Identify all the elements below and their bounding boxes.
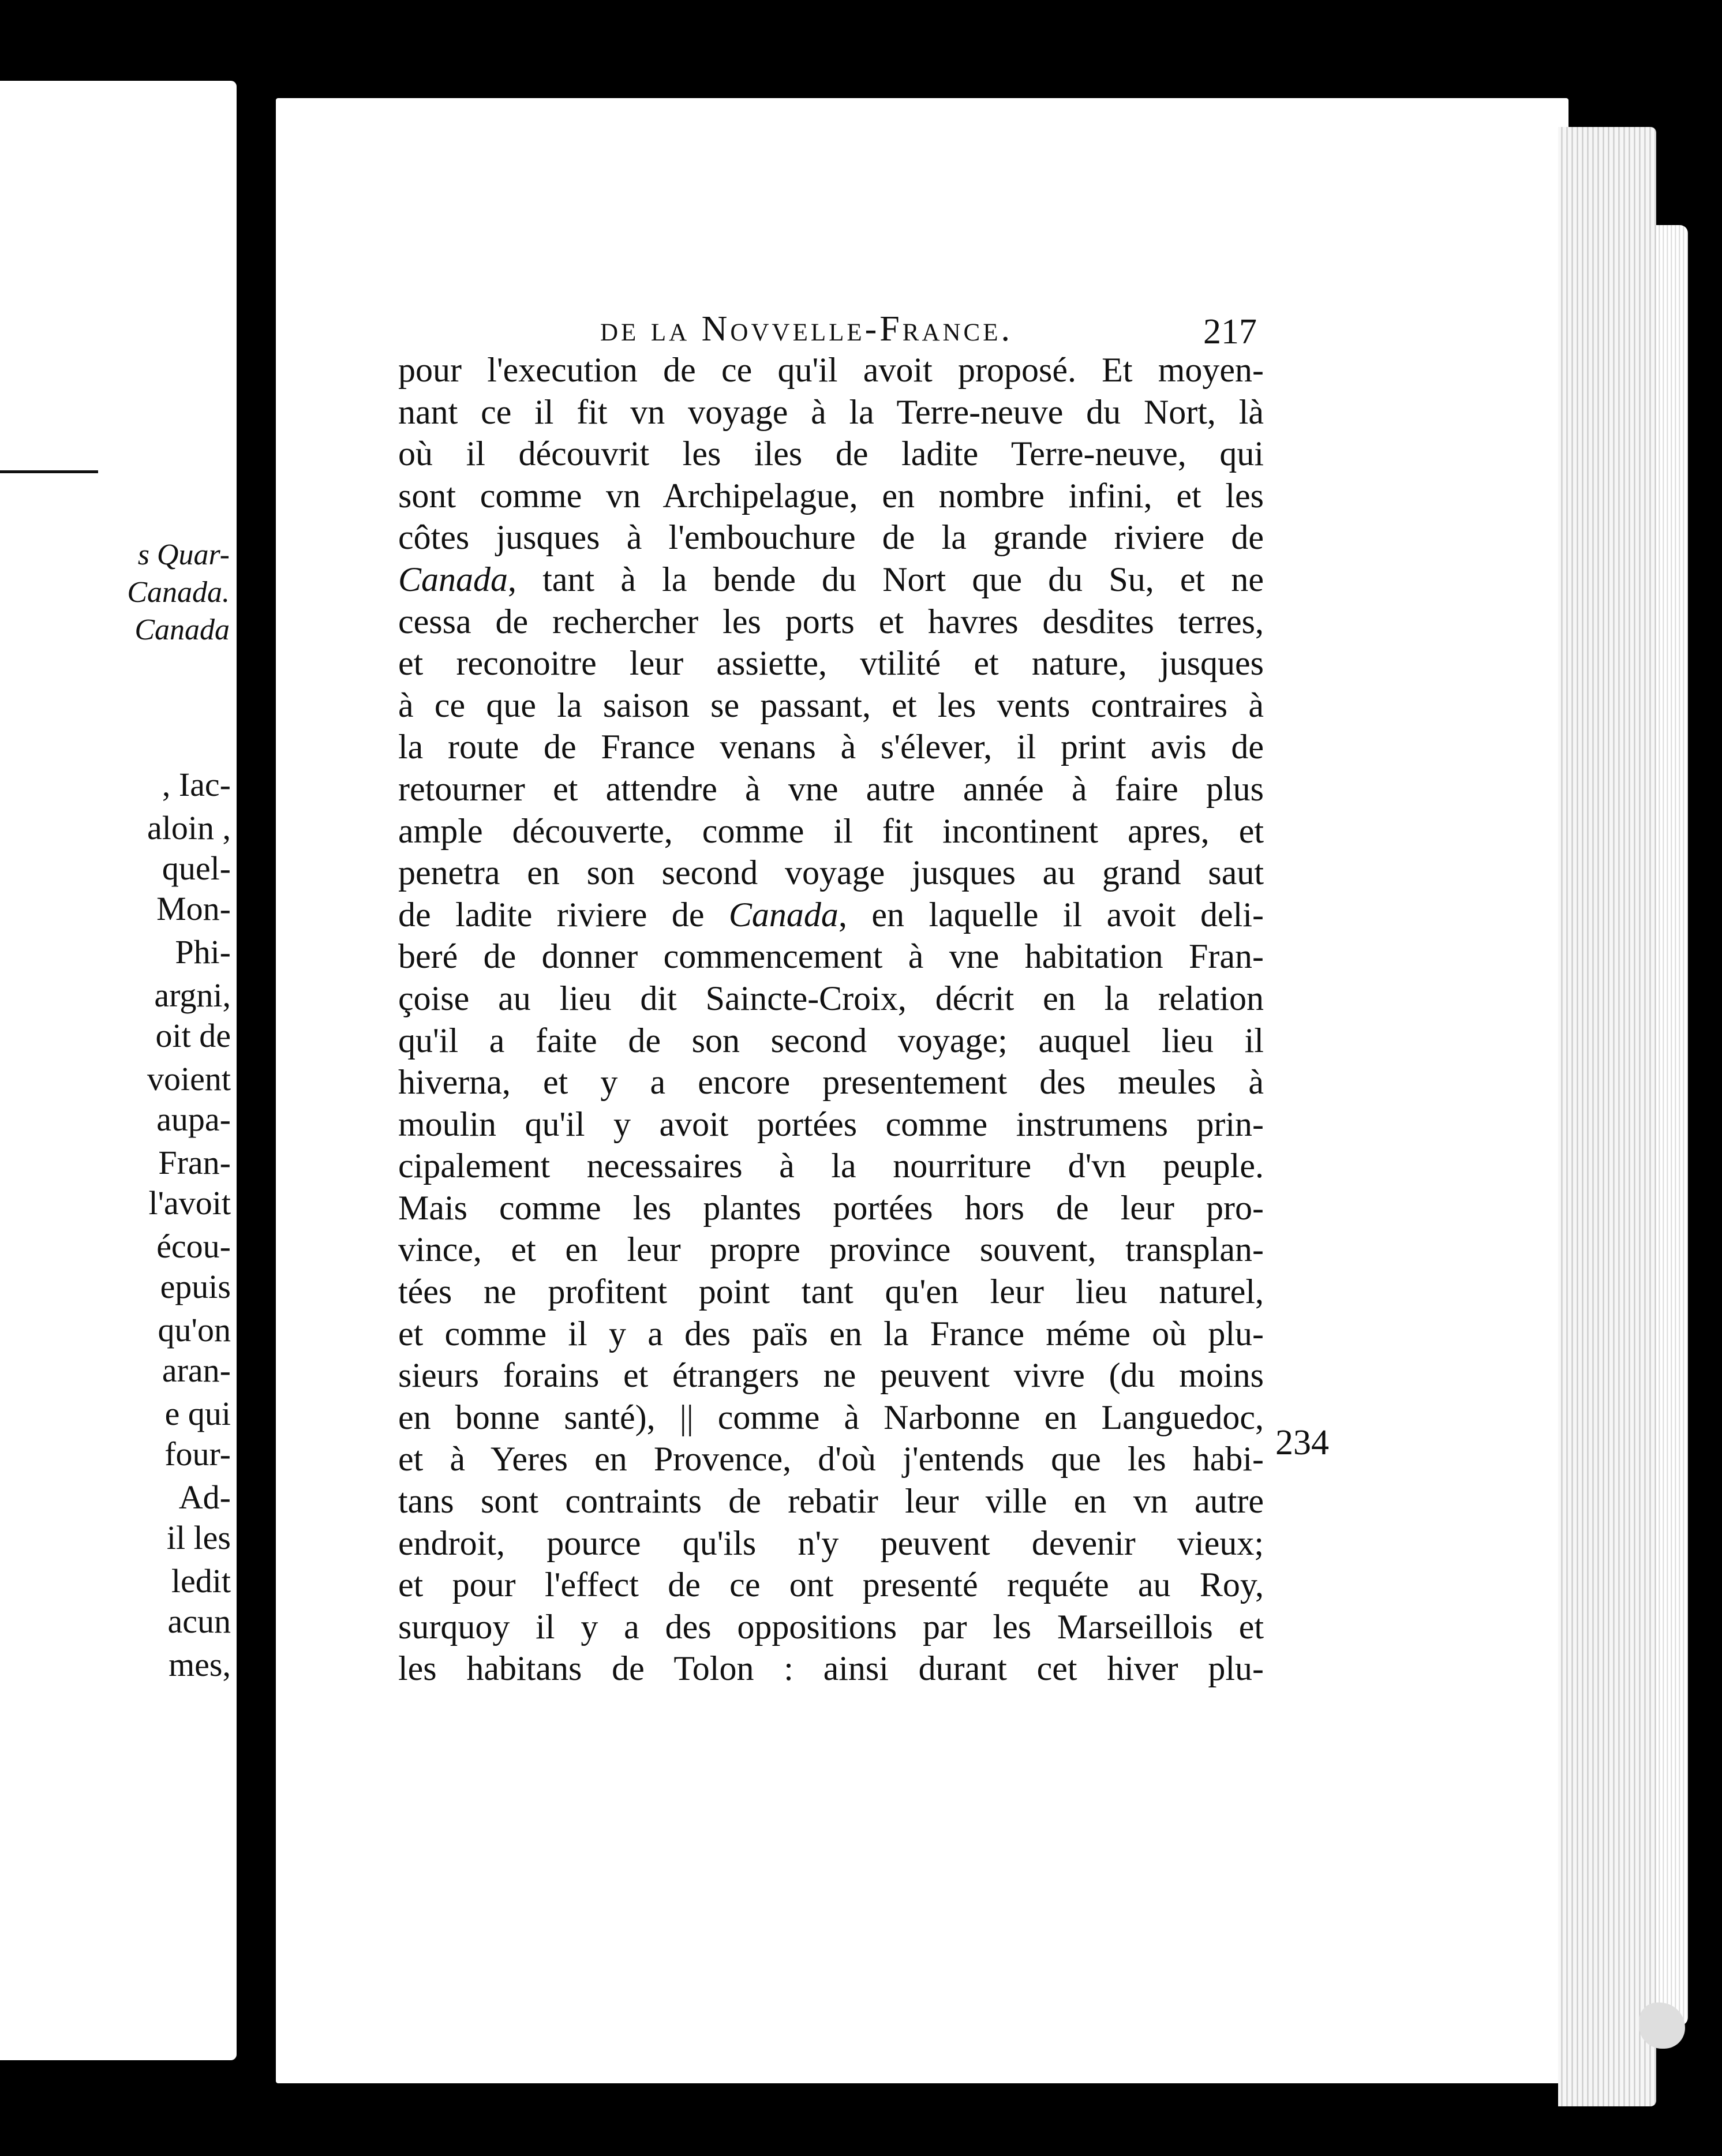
- left-page-line: acun: [167, 1603, 231, 1640]
- body-line: beré de donner commencement à vne habitation Fran-: [398, 937, 1264, 976]
- body-line: les habitans de Tolon : ainsi durant cet hiver plu-: [398, 1649, 1264, 1688]
- running-head: de la Novvelle-France.: [600, 309, 1013, 349]
- body-line: çoise au lieu dit Saincte-Croix, décrit en la relation: [398, 979, 1264, 1017]
- body-line: pour l'execution de ce qu'il avoit proposé. Et moyen-: [398, 351, 1264, 389]
- left-page-line: oit de: [155, 1017, 231, 1054]
- body-line: la route de France venans à s'élever, il print avis de: [398, 728, 1264, 766]
- body-line: Canada, tant à la bende du Nort que du Su, et ne: [398, 560, 1264, 598]
- left-page-line: four-: [164, 1435, 231, 1473]
- body-line: nant ce il fit vn voyage à la Terre-neuve du Nort, là: [398, 392, 1264, 431]
- left-page-line: aran-: [162, 1352, 231, 1389]
- body-line: hiverna, et y a encore presentement des meules à: [398, 1063, 1264, 1102]
- body-line: vince, et en leur propre province souvent, transplan-: [398, 1230, 1264, 1269]
- body-line: et comme il y a des païs en la France méme où plu-: [398, 1314, 1264, 1353]
- book-gutter: [237, 81, 277, 2060]
- left-page-line: epuis: [160, 1268, 231, 1305]
- body-line: qu'il a faite de son second voyage; auquel lieu il: [398, 1021, 1264, 1060]
- body-line: tans sont contraints de rebatir leur ville en vn autre: [398, 1482, 1264, 1521]
- body-line: endroit, pource qu'ils n'y peuvent devenir vieux;: [398, 1524, 1264, 1562]
- body-line: retourner et attendre à vne autre année à faire plus: [398, 769, 1264, 808]
- left-page-line: il les: [166, 1519, 231, 1556]
- page-number: 217: [1203, 312, 1257, 351]
- left-page-line: argni,: [154, 976, 231, 1014]
- body-line: et à Yeres en Provence, d'où j'entends que les habi-: [398, 1440, 1264, 1478]
- left-margin-note-3: Canada: [134, 613, 230, 646]
- left-page-line: Phi-: [175, 933, 231, 971]
- body-line: cipalement necessaires à la nourriture d'vn peuple.: [398, 1147, 1264, 1185]
- left-page-line: mes,: [169, 1646, 231, 1683]
- left-margin-note-1: s Quar-: [137, 538, 230, 571]
- left-page: [0, 81, 237, 2060]
- left-page-line: l'avoit: [148, 1184, 231, 1222]
- left-page-line: écou-: [156, 1227, 231, 1265]
- marginal-page-number: 234: [1275, 1423, 1329, 1462]
- body-line: en bonne santé), || comme à Narbonne en Languedoc,: [398, 1398, 1264, 1436]
- left-page-line: voient: [147, 1060, 231, 1098]
- body-line: tées ne profitent point tant qu'en leur lieu naturel,: [398, 1272, 1264, 1311]
- body-line: Mais comme les plantes portées hors de leur pro-: [398, 1188, 1264, 1227]
- left-page-line: , Iac-: [162, 766, 231, 803]
- body-line: à ce que la saison se passant, et les vents contraires à: [398, 686, 1264, 724]
- left-page-line: ledit: [171, 1562, 231, 1600]
- left-page-line: Mon-: [156, 890, 231, 927]
- left-page-line: quel-: [162, 849, 231, 887]
- body-line: cessa de rechercher les ports et havres desdites terres,: [398, 602, 1264, 641]
- left-page-rule: [0, 470, 98, 473]
- page-edges: [1558, 127, 1656, 2106]
- body-line: moulin qu'il y avoit portées comme instrumens prin-: [398, 1105, 1264, 1143]
- left-page-line: qu'on: [158, 1311, 231, 1349]
- left-page-line: aloin ,: [147, 809, 231, 847]
- body-line: de ladite riviere de Canada, en laquelle il avoit deli-: [398, 895, 1264, 934]
- body-line: et pour l'effect de ce ont presenté requéte au Roy,: [398, 1566, 1264, 1604]
- body-line: sont comme vn Archipelague, en nombre infini, et les: [398, 476, 1264, 515]
- page-edges-outer: [1656, 225, 1688, 2026]
- left-margin-note-2: Canada.: [127, 576, 230, 609]
- body-line: penetra en son second voyage jusques au grand saut: [398, 854, 1264, 892]
- body-line: sieurs forains et étrangers ne peuvent vivre (du moins: [398, 1356, 1264, 1395]
- body-line: côtes jusques à l'embouchure de la grande riviere de: [398, 518, 1264, 557]
- body-line: surquoy il y a des oppositions par les Marseillois et: [398, 1607, 1264, 1646]
- body-line: ample découverte, comme il fit incontinent apres, et: [398, 811, 1264, 850]
- left-page-line: e qui: [164, 1395, 231, 1432]
- body-text: [398, 349, 1264, 1690]
- body-line: et reconoitre leur assiette, vtilité et nature, jusques: [398, 644, 1264, 683]
- left-page-line: aupa-: [156, 1101, 231, 1138]
- left-page-line: Ad-: [178, 1478, 231, 1516]
- left-page-line: Fran-: [158, 1144, 231, 1181]
- body-line: où il découvrit les iles de ladite Terre-neuve, qui: [398, 435, 1264, 473]
